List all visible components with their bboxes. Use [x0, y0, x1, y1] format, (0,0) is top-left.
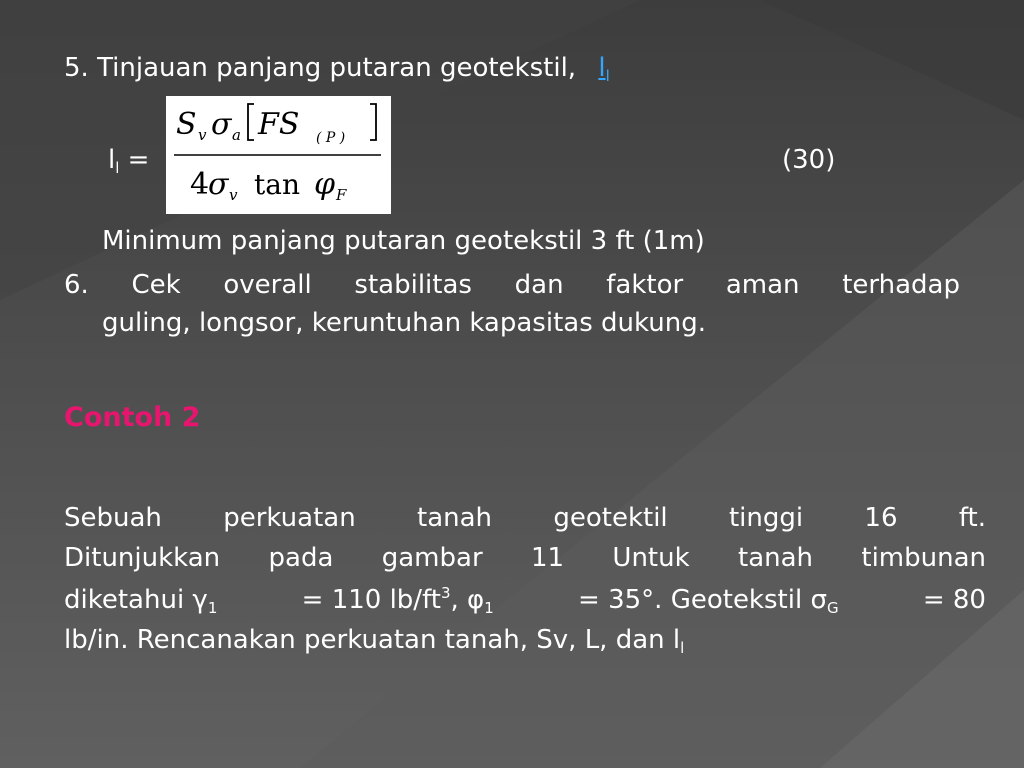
item5-label: 5. Tinjauan panjang putaran geotekstil, — [64, 53, 577, 83]
line3-sub2: 1 — [484, 599, 494, 617]
line3-a-text: diketahui γ — [64, 585, 208, 615]
item5-line — [64, 50, 610, 86]
paragraph-line3-e: = 80 — [922, 585, 986, 615]
formula-sigma-den: σ — [208, 167, 229, 202]
formula-FS: FS — [258, 107, 300, 142]
formula-sigma: σ — [211, 107, 232, 142]
formula-tan: tan — [254, 168, 300, 201]
formula-right-bracket — [370, 104, 376, 140]
item6-line1: 6. Cek overall stabilitas dan faktor aman terhadap — [64, 270, 960, 300]
formula-S: S — [176, 107, 197, 142]
paragraph-line4 — [64, 622, 684, 658]
line3-sub3: G — [826, 599, 839, 617]
line3-d-text: = 35°. Geotekstil σ — [578, 585, 827, 615]
ll-link[interactable] — [598, 53, 609, 83]
line4-a-text: lb/in. Rencanakan perkuatan tanah, Sv, L, dan l — [64, 625, 681, 655]
formula-F-sub: F — [336, 186, 347, 204]
paragraph-line3-b — [302, 582, 494, 618]
equation-equals: = — [127, 145, 150, 175]
equation-lhs — [108, 142, 149, 178]
formula-v-sub: v — [198, 126, 207, 144]
formula-P-sub: ( P ) — [316, 130, 346, 146]
formula-phi: φ — [314, 167, 336, 202]
formula-svg — [166, 96, 391, 214]
paragraph-line2: Ditunjukkan pada gambar 11 Untuk tanah timbunan — [64, 543, 986, 573]
line3-b-text: = 110 lb/ft — [301, 585, 441, 615]
item6-line2: guling, longsor, keruntuhan kapasitas dukung. — [102, 308, 706, 338]
ll-link-var: l — [598, 53, 606, 83]
line4-sub: l — [680, 639, 685, 657]
min-length-text: Minimum panjang putaran geotekstil 3 ft (1m) — [102, 226, 705, 256]
formula-left-bracket — [248, 104, 254, 140]
example-heading: Contoh 2 — [64, 402, 201, 433]
equation-lhs-sub: l — [115, 159, 120, 177]
paragraph-line3 — [64, 582, 986, 618]
paragraph-line1: Sebuah perkuatan tanah geotektil tinggi 16 ft. — [64, 503, 986, 533]
equation-number: (30) — [782, 145, 836, 175]
formula-v-sub-den: v — [229, 186, 238, 204]
line3-sub1: 1 — [207, 599, 218, 617]
formula-a-sub: a — [232, 126, 241, 144]
equation-lhs-var: l — [108, 145, 116, 175]
ll-link-sub: l — [605, 67, 610, 85]
line3-sup: 3 — [440, 584, 451, 602]
paragraph-line3-d — [578, 582, 839, 618]
formula-image — [166, 96, 391, 214]
paragraph-line3-a — [64, 582, 217, 618]
line3-c-text: , φ — [450, 585, 485, 615]
formula-4: 4 — [190, 167, 210, 202]
